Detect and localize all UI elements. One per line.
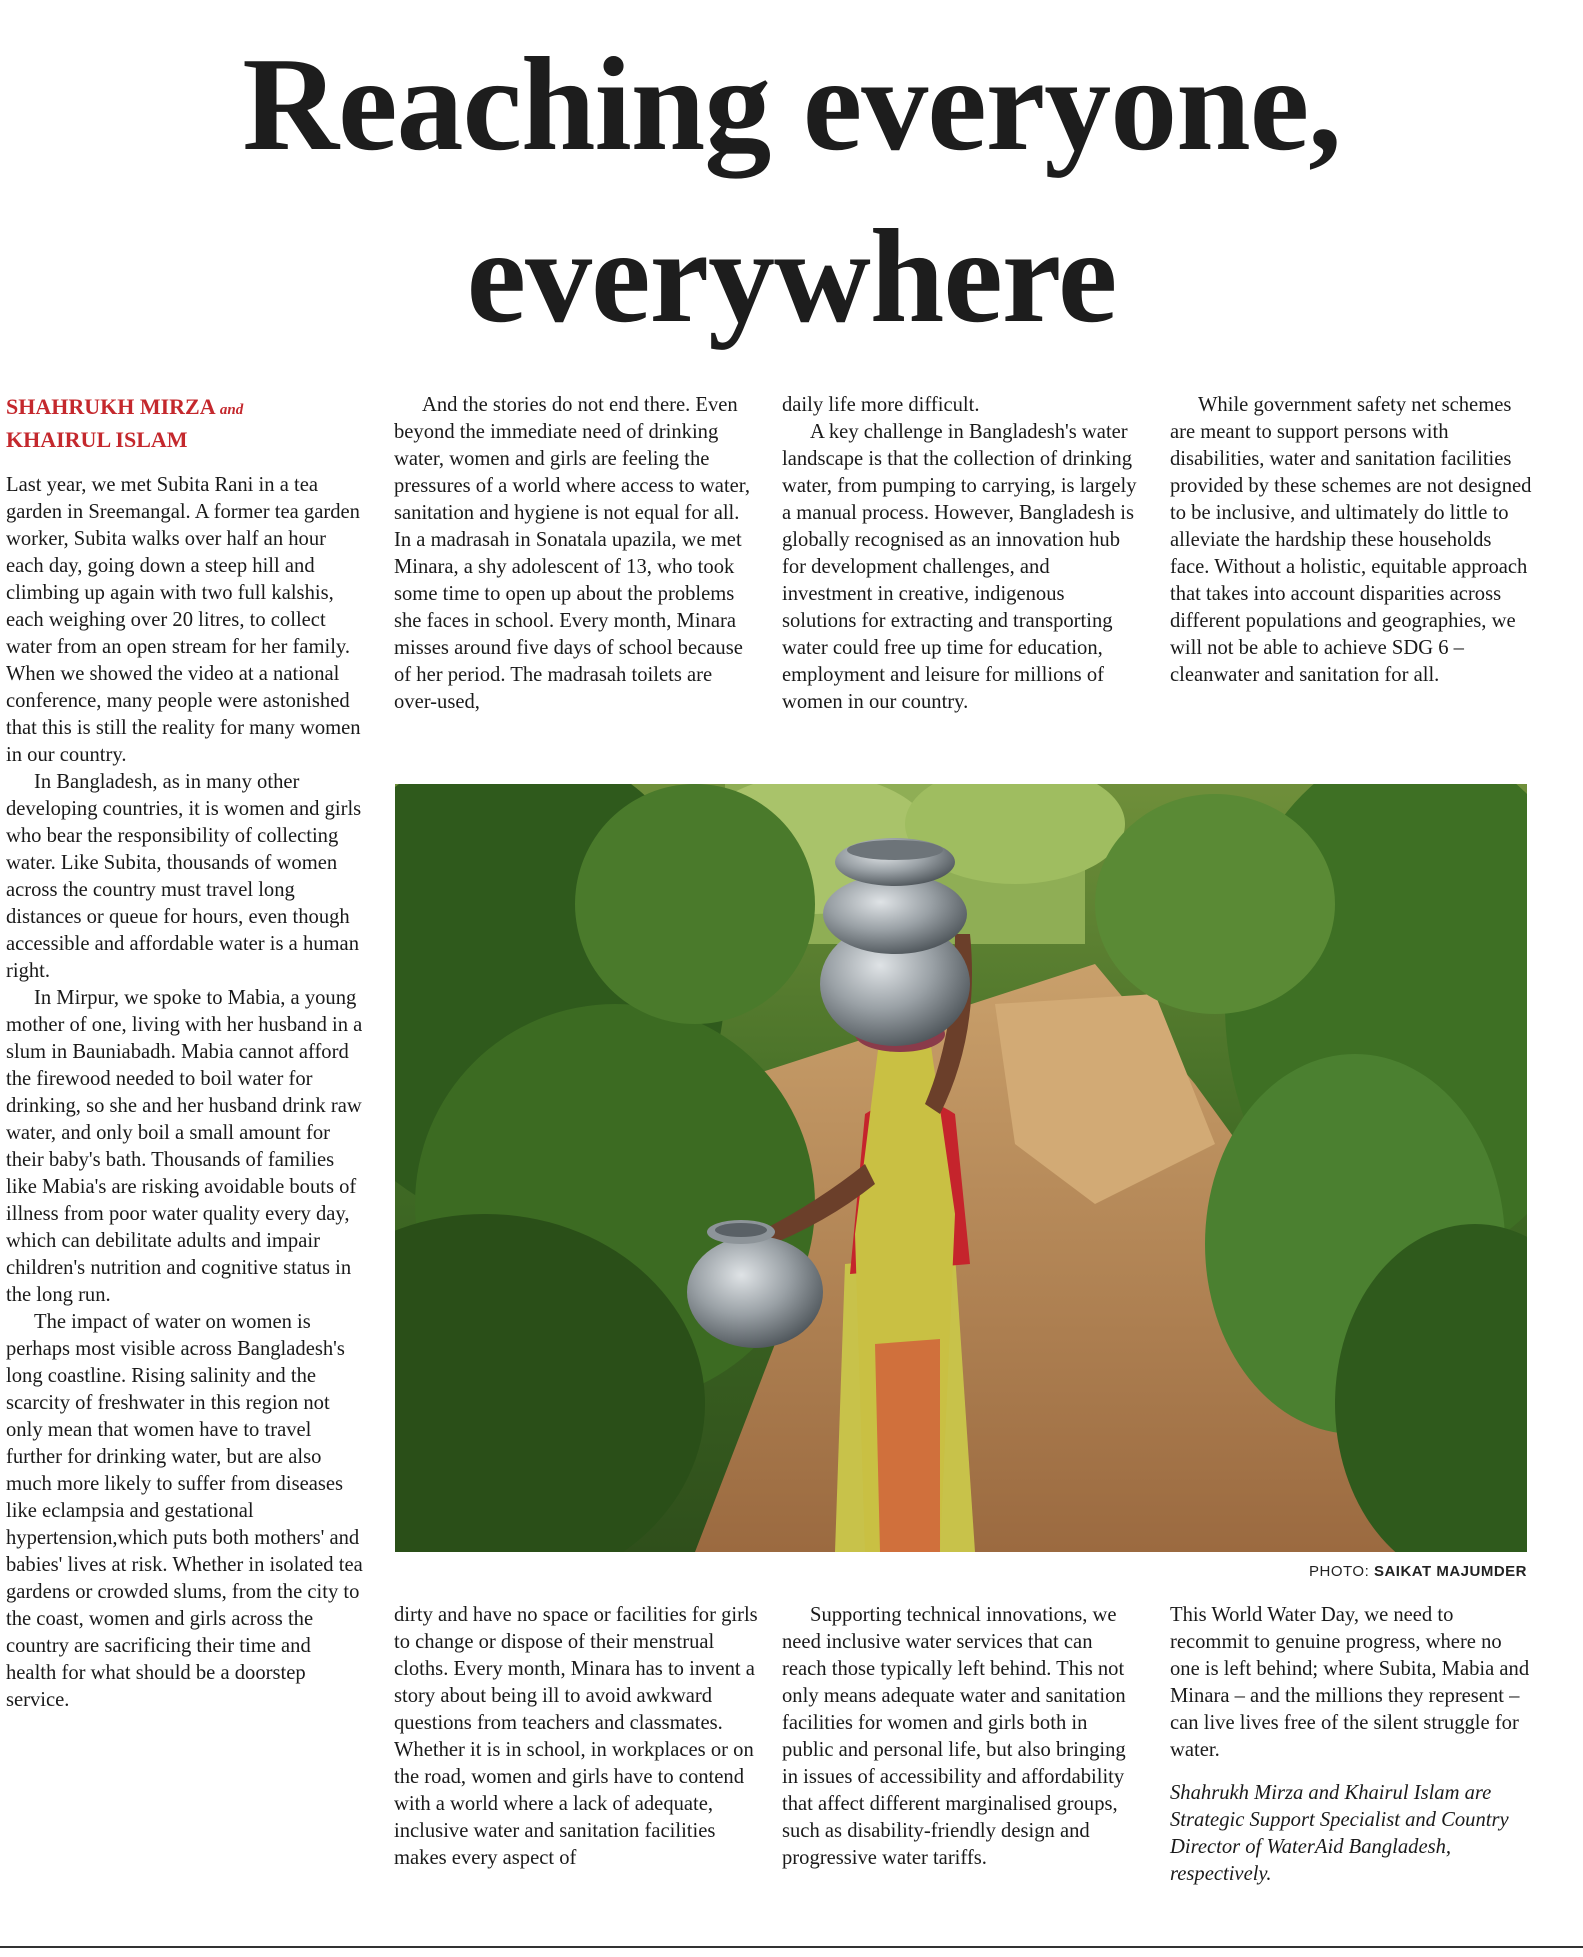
paragraph: daily life more difficult. — [782, 394, 980, 416]
author-bio: Shahrukh Mirza and Khairul Islam are Strategic Support Specialist and Country Director of WaterAid Bangladesh, respectively. — [1170, 1782, 1509, 1885]
article-column-2-top — [394, 392, 759, 716]
byline-author-1: SHAHRUKH MIRZA — [6, 394, 215, 419]
woman-carrying-water-pots-illustration — [395, 784, 1527, 1552]
byline — [6, 392, 364, 454]
headline-line-2: everywhere — [466, 202, 1117, 350]
article-column-3-top — [782, 392, 1142, 716]
paragraph: And the stories do not end there. Even beyond the immediate need of drinking water, women and girls are feeling the pressures of a world where access to water, sanitation and hygiene is not equal for all. In a madrasah in Sonatala upazila, we met Minara, a shy adolescent of 13, who took some time to open up about the problems she faces in school. Every month, Minara misses around five days of school because of her period. The madrasah toilets are over-used, — [394, 394, 750, 713]
bottom-rule — [0, 1946, 1583, 1948]
byline-author-2: KHAIRUL ISLAM — [6, 427, 188, 452]
paragraph: Last year, we met Subita Rani in a tea garden in Sreemangal. A former tea garden worker, Subita walks over half an hour each day, going down a steep hill and climbing up again with two full kalshis, each weighing over 20 litres, to collect water from an open stream for her family. When we showed the video at a national conference, many people were astonished that this is still the reality for many women in our country. — [6, 474, 361, 766]
paragraph: The impact of water on women is perhaps most visible across Bangladesh's long coastline. Rising salinity and the scarcity of freshwater in this region not only mean that women have to travel further for drinking water, but are also much more likely to suffer from diseases like eclampsia and gestational hypertension,which puts both mothers' and babies' lives at risk. Whether in isolated tea gardens or crowded slums, from the city to the coast, women and girls across the country are sacrificing their time and health for what should be a doorstep service. — [6, 1311, 363, 1711]
paragraph: This World Water Day, we need to recommit to genuine progress, where no one is left behind; where Subita, Mabia and Minara – and the millions they represent – can live lives free of the silent struggle for water. — [1170, 1604, 1530, 1761]
paragraph: In Mirpur, we spoke to Mabia, a young mother of one, living with her husband in a slum in Bauniabadh. Mabia cannot afford the firewood needed to boil water for drinking, so she and her husband drink raw water, and only boil a small amount for their baby's bath. Thousands of families like Mabia's are risking avoidable bouts of illness from poor water quality every day, which can debilitate adults and impair children's nutrition and cognitive status in the long run. — [6, 987, 363, 1306]
article-column-3-bottom — [782, 1602, 1142, 1872]
article-photo — [395, 784, 1527, 1552]
paragraph: In Bangladesh, as in many other developing countries, it is women and girls who bear the responsibility of collecting water. Like Subita, thousands of women across the country must travel long distances or queue for hours, even though accessible and affordable water is a human right. — [6, 771, 362, 982]
paragraph: While government safety net schemes are meant to support persons with disabilities, water and sanitation facilities provided by these schemes are not designed to be inclusive, and ultimately do little to alleviate the hardship these households face. Without a holistic, equitable approach that takes into account disparities across different populations and geographies, we will not be able to achieve SDG 6 – cleanwater and sanitation for all. — [1170, 394, 1532, 686]
photo-credit-name: SAIKAT MAJUMDER — [1373, 1563, 1527, 1580]
article-column-1 — [6, 392, 364, 1714]
photo-credit — [1309, 1563, 1527, 1580]
paragraph: dirty and have no space or facilities for girls to change or dispose of their menstrual cloths. Every month, Minara has to invent a story about being ill to avoid awkward questions from teachers and classmates. Whether it is in school, in workplaces or on the road, women and girls have to contend with a world where a lack of adequate, inclusive water and sanitation facilities makes every aspect of — [394, 1604, 758, 1869]
paragraph: Supporting technical innovations, we need inclusive water services that can reach those typically left behind. This not only means adequate water and sanitation facilities for women and girls both in public and personal life, but also bringing in issues of accessibility and affordability that affect different marginalised groups, such as disability-friendly design and progressive water tariffs. — [782, 1604, 1126, 1869]
headline-line-1: Reaching everyone, — [242, 30, 1341, 178]
headline — [0, 18, 1583, 362]
article-column-4-bottom — [1170, 1602, 1532, 1888]
photo-credit-label: PHOTO: — [1309, 1563, 1370, 1580]
article-column-2-bottom — [394, 1602, 759, 1872]
paragraph: A key challenge in Bangladesh's water landscape is that the collection of drinking water, from pumping to carrying, is largely a manual process. However, Bangladesh is globally recognised as an innovation hub for development challenges, and investment in creative, indigenous solutions for extracting and transporting water could free up time for education, employment and leisure for millions of women in our country. — [782, 421, 1137, 713]
article-column-4-top — [1170, 392, 1532, 689]
byline-and: and — [219, 402, 244, 418]
